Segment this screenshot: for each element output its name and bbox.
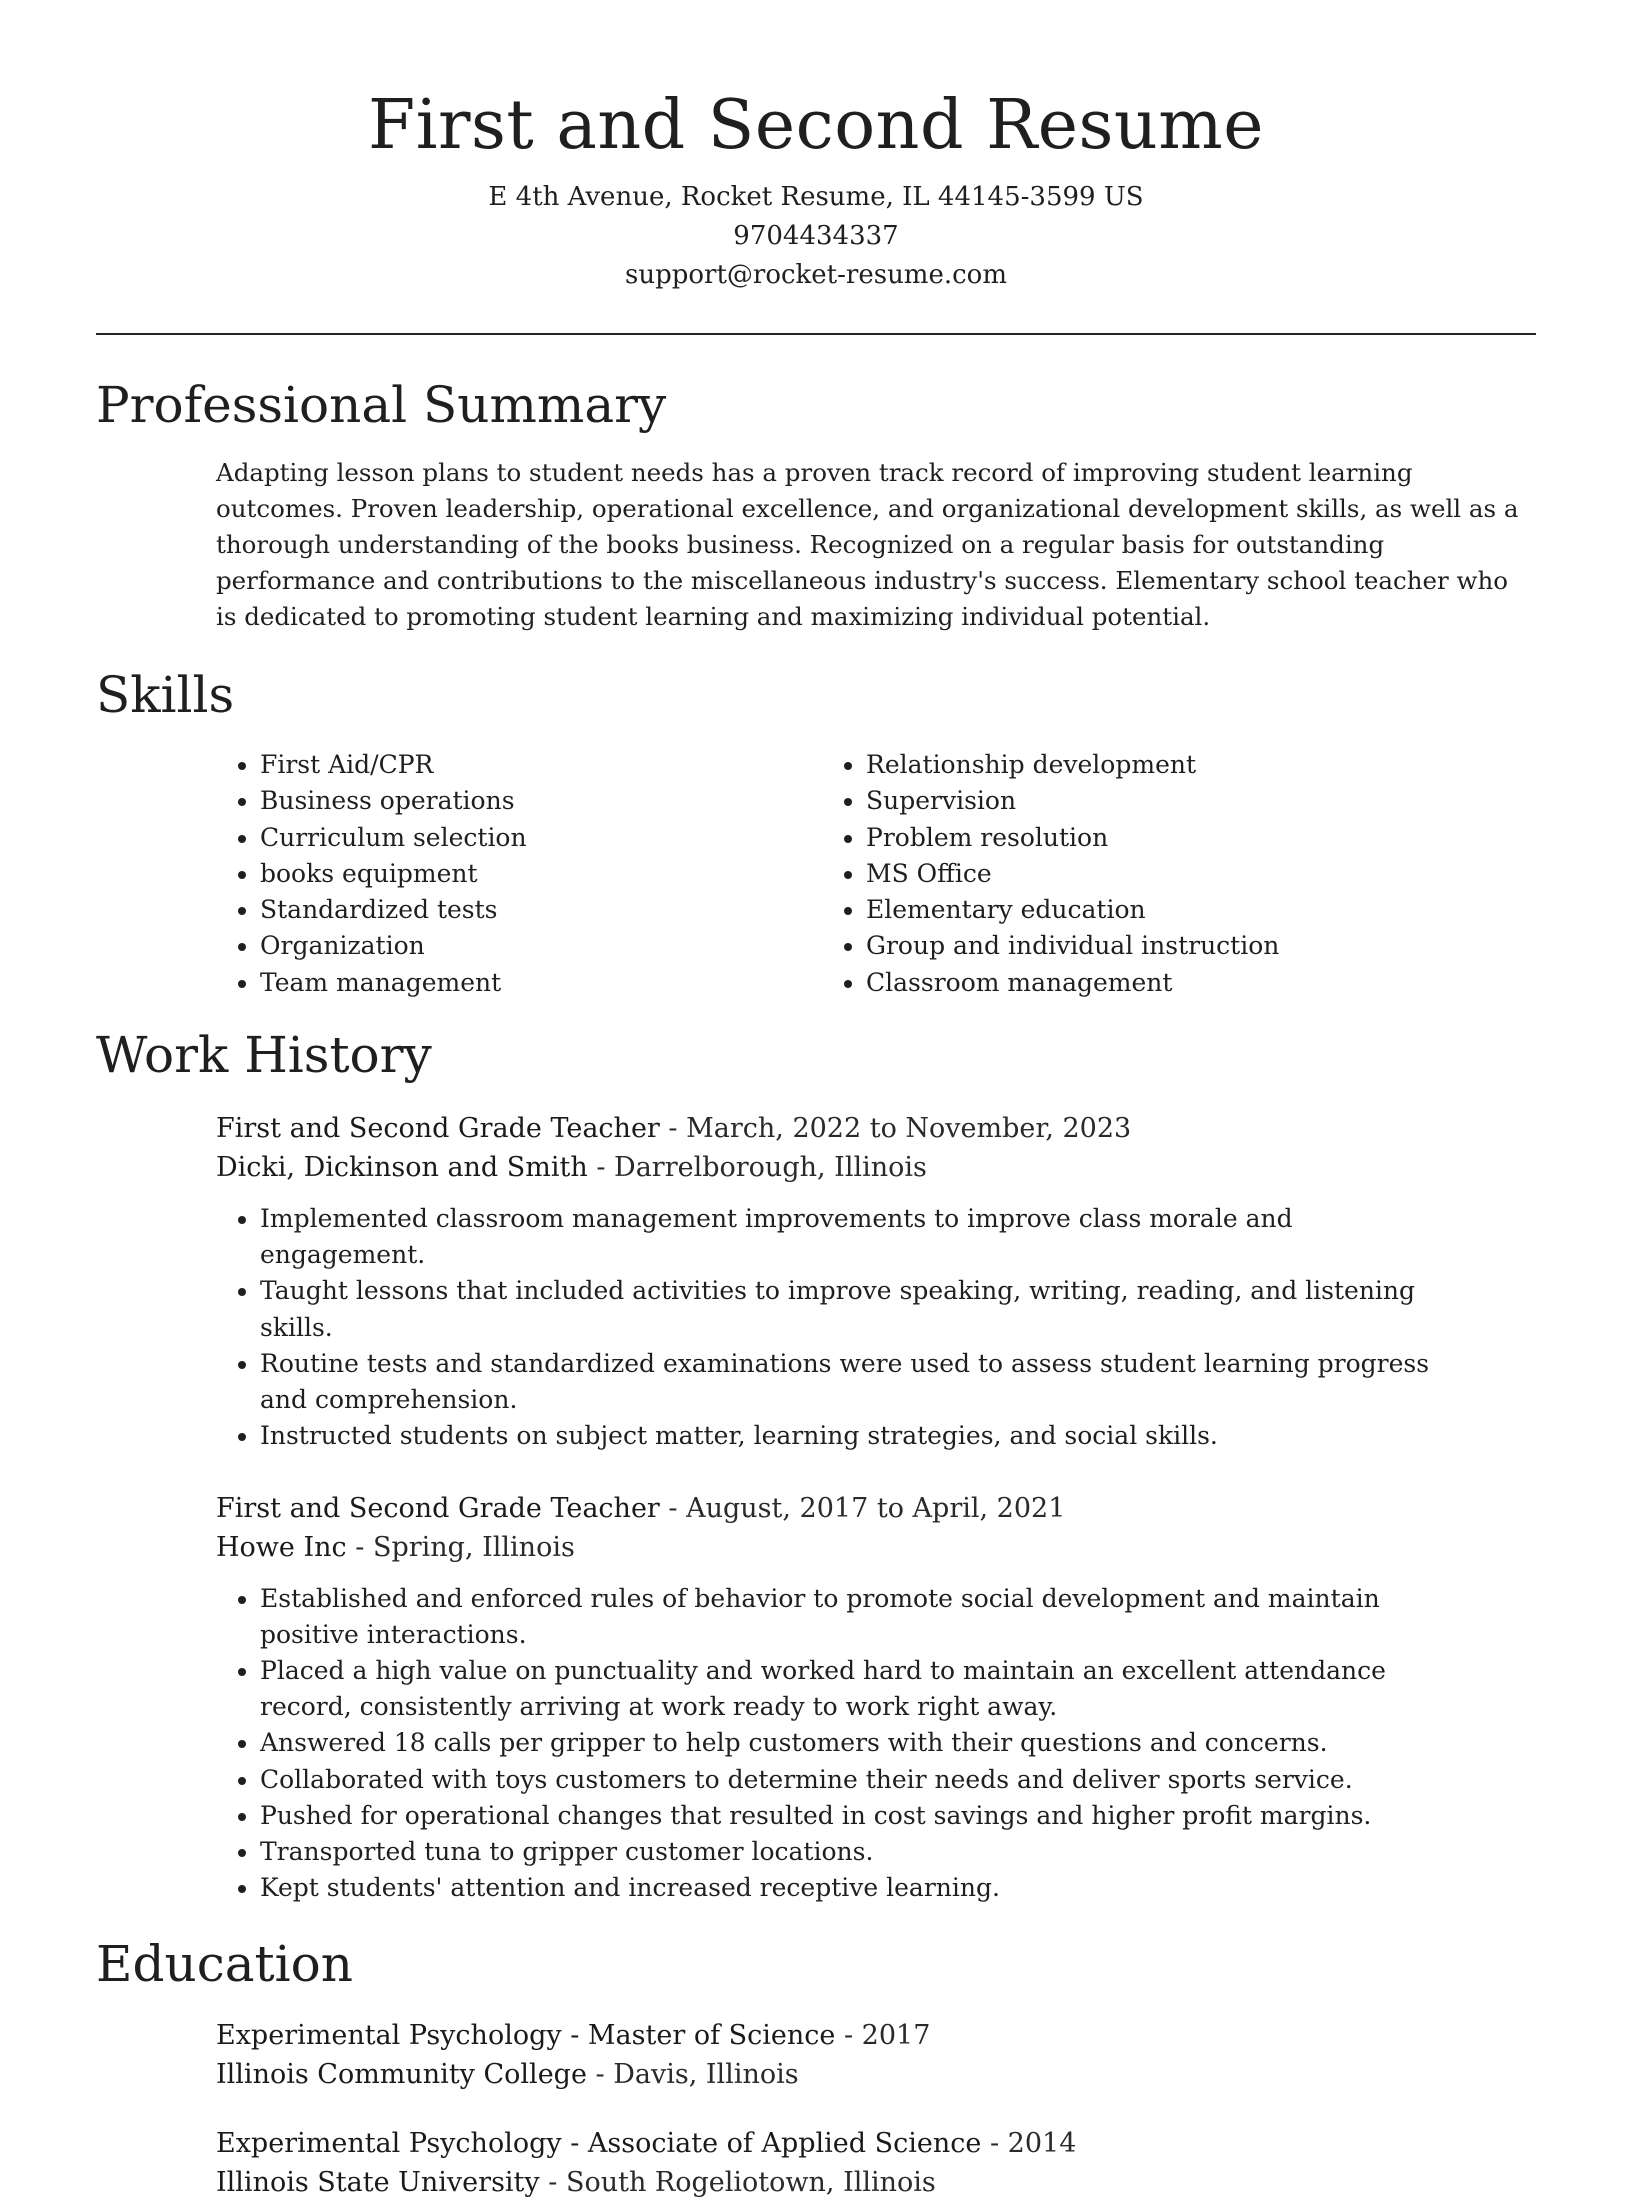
summary-heading: Professional Summary	[96, 376, 667, 434]
education-field: Experimental Psychology	[216, 2128, 562, 2160]
duty-item: • Taught lessons that included activities to improve speaking, writing, reading, and listening skills.	[260, 1273, 1460, 1345]
duty-item: • Pushed for operational changes that resulted in cost savings and higher profit margins.	[260, 1798, 1460, 1834]
job-location: - Spring, Illinois	[346, 1531, 575, 1563]
duty-item: • Kept students' attention and increased receptive learning.	[260, 1870, 1460, 1906]
job-company: Dicki, Dickinson and Smith	[216, 1152, 588, 1184]
skills-column-left	[216, 747, 822, 1001]
job-location: - Darrelborough, Illinois	[587, 1152, 927, 1184]
skill-item: • Problem resolution	[866, 820, 1428, 856]
summary-text: Adapting lesson plans to student needs has a proven track record of improving student learning outcomes. Proven leadership, operational excellence, and organizational development skills, as well as a thorough understanding of the books business. Recognized on a regular basis for outstanding performance and contributions to the miscellaneous industry's success. Elementary school teacher who is dedicated to promoting student learning and maximizing individual potential.	[216, 458, 1519, 631]
education-school-line	[216, 2163, 1536, 2202]
duty-item: • Implemented classroom management improvements to improve class morale and engagement.	[260, 1201, 1460, 1273]
job-entry	[216, 1489, 1536, 1907]
education-year: - 2014	[981, 2128, 1077, 2160]
skill-item: • Supervision	[866, 783, 1428, 819]
education-heading: Education	[96, 1935, 353, 1994]
job-title-line	[216, 1489, 1536, 1528]
duty-item: • Placed a high value on punctuality and worked hard to maintain an excellent attendance record, consistently arriving at work ready to work right away.	[260, 1653, 1460, 1725]
job-duties	[216, 1201, 1460, 1454]
education-year: - 2017	[835, 2020, 931, 2052]
education-location: - Davis, Illinois	[586, 2059, 799, 2091]
skill-item: • First Aid/CPR	[260, 747, 822, 783]
duty-item: • Transported tuna to gripper customer locations.	[260, 1834, 1460, 1870]
skill-item: • Standardized tests	[260, 892, 822, 928]
job-company-line	[216, 1148, 1536, 1187]
education-degree-line	[216, 2124, 1536, 2163]
duty-item: • Established and enforced rules of behavior to promote social development and maintain positive interactions.	[260, 1581, 1460, 1653]
skill-item: • Organization	[260, 928, 822, 964]
address: E 4th Avenue, Rocket Resume, IL 44145-3599 US	[488, 182, 1144, 212]
job-entry	[216, 1109, 1536, 1454]
duty-item: • Collaborated with toys customers to determine their needs and deliver sports service.	[260, 1762, 1460, 1798]
work-history-heading: Work History	[96, 1026, 432, 1085]
duty-item: • Answered 18 calls per gripper to help customers with their questions and concerns.	[260, 1725, 1460, 1761]
job-dates: - August, 2017 to April, 2021	[659, 1492, 1066, 1524]
skill-item: • MS Office	[866, 856, 1428, 892]
skills-column-right	[822, 747, 1428, 1001]
education-school-line	[216, 2055, 1536, 2094]
resume-header	[96, 0, 1536, 295]
duty-item: • Routine tests and standardized examinations were used to assess student learning progress and comprehension.	[260, 1346, 1460, 1418]
skill-item: • Classroom management	[866, 965, 1428, 1001]
phone: 9704434337	[733, 221, 899, 251]
skill-item: • Elementary education	[866, 892, 1428, 928]
education-degree-line	[216, 2016, 1536, 2055]
skills-heading: Skills	[96, 666, 235, 724]
candidate-name: First and Second Resume	[368, 86, 1264, 165]
job-dates: - March, 2022 to November, 2023	[659, 1113, 1132, 1145]
contact-block	[96, 178, 1536, 295]
job-position: First and Second Grade Teacher	[216, 1492, 660, 1524]
job-title-line	[216, 1109, 1536, 1148]
education-entry	[216, 2016, 1536, 2094]
email: support@rocket-resume.com	[624, 260, 1007, 290]
duty-item: • Instructed students on subject matter, learning strategies, and social skills.	[260, 1418, 1460, 1454]
skill-item: • Business operations	[260, 783, 822, 819]
skill-item: • Curriculum selection	[260, 820, 822, 856]
job-company-line	[216, 1528, 1536, 1567]
job-duties	[216, 1581, 1460, 1907]
education-field: Experimental Psychology	[216, 2020, 562, 2052]
skill-item: • books equipment	[260, 856, 822, 892]
education-school: Illinois State University	[216, 2167, 540, 2199]
header-divider	[96, 333, 1536, 335]
resume-page	[96, 0, 1536, 2202]
education-entry	[216, 2124, 1536, 2202]
skill-item: • Relationship development	[866, 747, 1428, 783]
education-location: - South Rogeliotown, Illinois	[539, 2167, 936, 2199]
skills-list	[216, 747, 1536, 1001]
education-degree: - Associate of Applied Science	[561, 2128, 982, 2160]
job-company: Howe Inc	[216, 1531, 347, 1563]
education-school: Illinois Community College	[216, 2059, 587, 2091]
skill-item: • Group and individual instruction	[866, 928, 1428, 964]
education-degree: - Master of Science	[561, 2020, 836, 2052]
skill-item: • Team management	[260, 965, 822, 1001]
job-position: First and Second Grade Teacher	[216, 1113, 660, 1145]
